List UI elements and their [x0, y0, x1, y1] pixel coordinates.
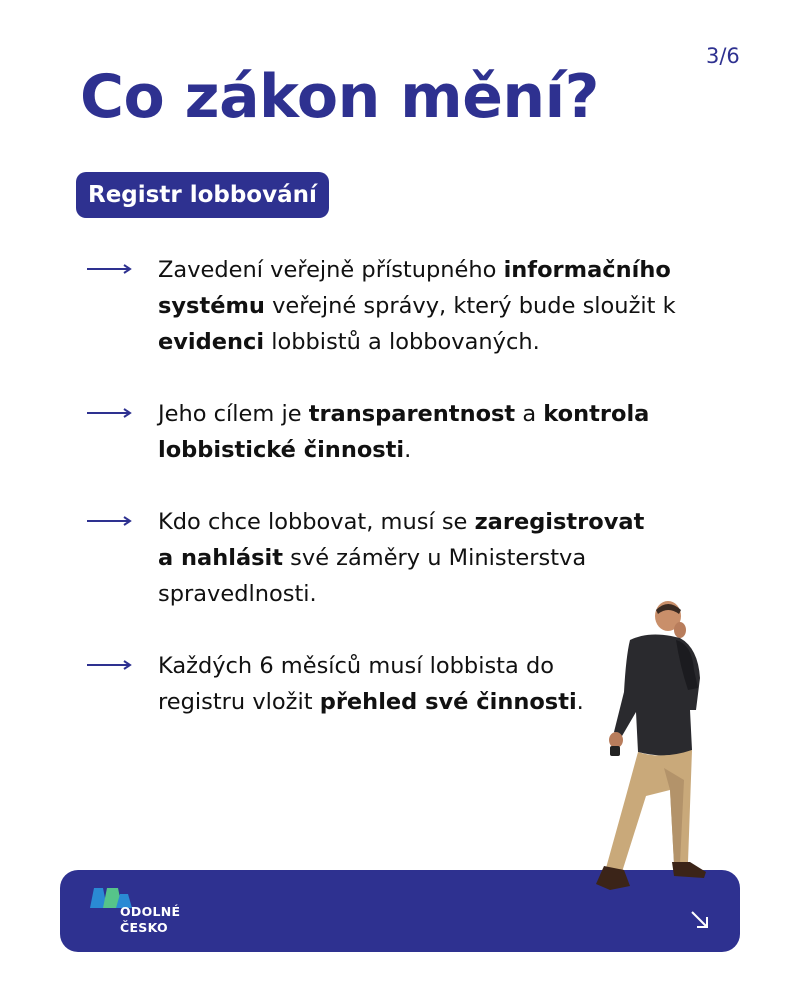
bullet-text-part: Kdo chce lobbovat, musí se [158, 509, 475, 535]
bullet-item [0, 252, 800, 360]
logo-text-line-2: ČESKO [120, 920, 168, 935]
bullet-text-part: lobbistů a lobbovaných. [264, 329, 540, 355]
long-right-arrow-icon [86, 507, 132, 535]
bullet-item [0, 396, 800, 468]
section-tag: Registr lobbování [76, 172, 329, 218]
bullet-text-part: veřejné správy, který bude sloužit k [264, 293, 676, 319]
bullet-text-part: . [576, 689, 584, 715]
arrow-down-right-icon[interactable] [690, 910, 710, 930]
logo [90, 886, 230, 942]
logo-text-line-1: ODOLNÉ [120, 904, 181, 919]
long-right-arrow-icon [86, 399, 132, 427]
page-number: 3/6 [706, 44, 740, 68]
page-title: Co zákon mění? [80, 62, 599, 132]
long-right-arrow-icon [86, 255, 132, 283]
bullet-text-emphasis: přehled své činnosti [319, 689, 577, 715]
bullet-text [158, 396, 728, 468]
bullet-text-part: Jeho cílem je [158, 401, 309, 427]
bullet-text-part: Zavedení veřejně přístupného [158, 257, 504, 283]
bullet-text-part: své záměry u Ministerstva spravedlnosti. [158, 545, 587, 607]
bullet-text-emphasis: evidenci [158, 329, 265, 355]
bullet-text-emphasis: informačního systému [158, 257, 671, 319]
businessman-photo [580, 600, 730, 900]
long-right-arrow-icon [86, 651, 132, 679]
bullet-text-part: . [404, 437, 412, 463]
bullet-item [0, 504, 800, 612]
bullet-text-part: a [515, 401, 544, 427]
bullet-text-emphasis: transparentnost [308, 401, 516, 427]
bullet-text [158, 252, 728, 360]
bullet-text-emphasis: zaregistrovat a nahlásit [158, 509, 645, 571]
bullet-text-part: Každých 6 měsíců musí lobbista do registru vložit [158, 653, 554, 715]
bullet-text-emphasis: kontrola lobbistické činnosti [158, 401, 650, 463]
bullet-text [158, 648, 598, 720]
bullet-text [158, 504, 658, 612]
